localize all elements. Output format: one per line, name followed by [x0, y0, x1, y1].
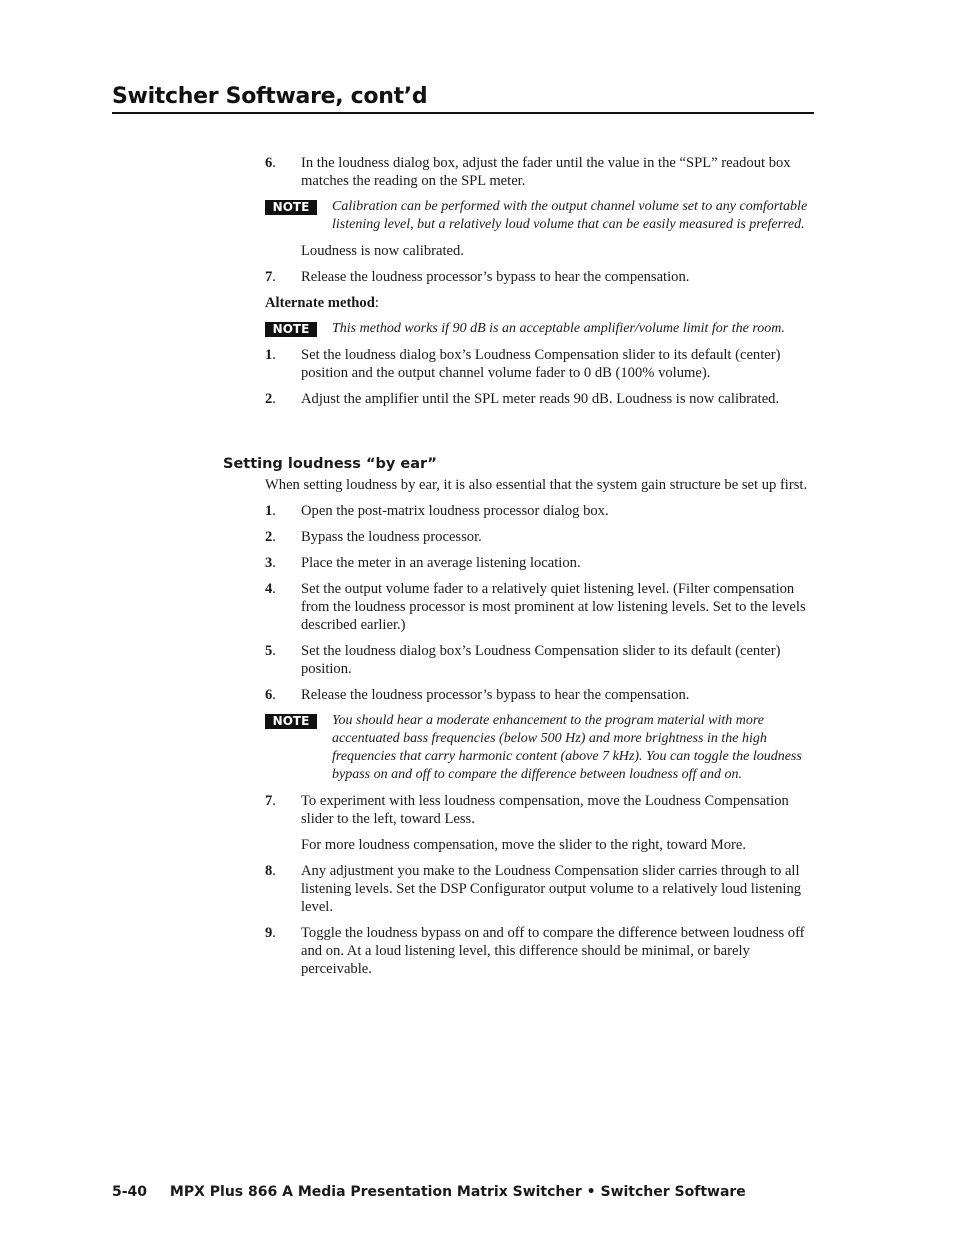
step-text: Open the post-matrix loudness processor dialog box.	[301, 503, 609, 519]
list-item: 2. Bypass the loudness processor.	[265, 528, 813, 546]
step-text: To experiment with less loudness compensation, move the Loudness Compensation slider to the left, toward Less.	[301, 793, 789, 827]
note-badge: NOTE	[265, 714, 317, 729]
step-number: 2	[265, 529, 273, 545]
step-text: Bypass the loudness processor.	[301, 529, 482, 545]
note-block	[265, 198, 813, 234]
list-item: 3. Place the meter in an average listening location.	[265, 554, 813, 572]
step-number: 5	[265, 643, 273, 659]
step-text: Release the loudness processor’s bypass to hear the compensation.	[301, 269, 690, 285]
note-text: Calibration can be performed with the output channel volume set to any comfortable listening level, but a relatively loud volume that can be easily measured is preferred.	[332, 199, 808, 232]
step-number: 6	[265, 687, 273, 703]
list-item: 7. Release the loudness processor’s bypass to hear the compensation.	[265, 268, 813, 286]
step-number: 1	[265, 347, 273, 363]
step-continuation: For more loudness compensation, move the slider to the right, toward More.	[301, 837, 747, 853]
alternate-method-label: Alternate method:	[265, 295, 379, 311]
step-text: In the loudness dialog box, adjust the fader until the value in the “SPL” readout box matches the reading on the SPL meter.	[301, 155, 791, 189]
step-text: Adjust the amplifier until the SPL meter reads 90 dB. Loudness is now calibrated.	[301, 391, 780, 407]
step-text: Any adjustment you make to the Loudness Compensation slider carries through to all listening levels. Set the DSP Configurator output volume to a relatively loud listening level.	[301, 863, 802, 915]
step-text: Set the loudness dialog box’s Loudness Compensation slider to its default (center) position.	[301, 643, 781, 677]
step-number: 7	[265, 793, 273, 809]
page-title: Switcher Software, cont’d	[112, 84, 428, 109]
list-item: 9. Toggle the loudness bypass on and off to compare the difference between loudness off and on. At a loud listening level, this difference should be minimal, or barely perceivable.	[265, 924, 813, 978]
note-block	[265, 712, 813, 784]
list-item: 2. Adjust the amplifier until the SPL meter reads 90 dB. Loudness is now calibrated.	[265, 390, 813, 408]
step-text: Place the meter in an average listening location.	[301, 555, 581, 571]
step-text: Release the loudness processor’s bypass to hear the compensation.	[301, 687, 690, 703]
note-block	[265, 320, 813, 338]
note-badge: NOTE	[265, 322, 317, 337]
footer-title: MPX Plus 866 A Media Presentation Matrix Switcher • Switcher Software	[169, 1184, 746, 1200]
step-number: 2	[265, 391, 273, 407]
list-item: 4. Set the output volume fader to a relatively quiet listening level. (Filter compensation from the loudness processor is most prominent at low listening levels. Set to the levels described earlier.)	[265, 580, 813, 634]
step-text: Toggle the loudness bypass on and off to compare the difference between loudness off and on. At a loud listening level, this difference should be minimal, or barely perceivable.	[301, 925, 805, 977]
calibrated-text: Loudness is now calibrated.	[301, 243, 464, 259]
note-badge: NOTE	[265, 200, 317, 215]
note-text: This method works if 90 dB is an acceptable amplifier/volume limit for the room.	[332, 321, 785, 336]
list-item: 1. Open the post-matrix loudness processor dialog box.	[265, 502, 813, 520]
step-text: Set the loudness dialog box’s Loudness Compensation slider to its default (center) position and the output channel volume fader to 0 dB (100% volume).	[301, 347, 781, 381]
step-text: Set the output volume fader to a relatively quiet listening level. (Filter compensation from the loudness processor is most prominent at low listening levels. Set to the levels described earlier.)	[301, 581, 806, 633]
step-number: 8	[265, 863, 273, 879]
step-number: 1	[265, 503, 273, 519]
step-number: 9	[265, 925, 273, 941]
page-number: 5-40	[112, 1184, 148, 1200]
page-footer	[112, 1184, 746, 1200]
by-ear-section	[265, 476, 813, 986]
list-item: 7. To experiment with less loudness compensation, move the Loudness Compensation slider to the left, toward Less.	[265, 792, 813, 828]
list-item: 1. Set the loudness dialog box’s Loudness Compensation slider to its default (center) position and the output channel volume fader to 0 dB (100% volume).	[265, 346, 813, 382]
list-item: 5. Set the loudness dialog box’s Loudness Compensation slider to its default (center) position.	[265, 642, 813, 678]
page-header	[112, 84, 814, 114]
list-item: 8. Any adjustment you make to the Loudness Compensation slider carries through to all listening levels. Set the DSP Configurator output volume to a relatively loud listening level.	[265, 862, 813, 916]
calibration-section	[265, 154, 813, 416]
section-heading: Setting loudness “by ear”	[223, 456, 437, 472]
list-item: 6. Release the loudness processor’s bypass to hear the compensation.	[265, 686, 813, 704]
list-item: 6. In the loudness dialog box, adjust the fader until the value in the “SPL” readout box matches the reading on the SPL meter.	[265, 154, 813, 190]
step-number: 3	[265, 555, 273, 571]
step-number: 7	[265, 269, 273, 285]
step-number: 4	[265, 581, 273, 597]
note-text: You should hear a moderate enhancement to the program material with more accentuated bass frequencies (below 500 Hz) and more brightness in the high frequencies that carry harmonic content (above 7 kHz). You can toggle the loudness bypass on and off to compare the difference between loudness off and on.	[332, 713, 802, 782]
intro-paragraph: When setting loudness by ear, it is also essential that the system gain structure be set up first.	[265, 477, 808, 493]
step-number: 6	[265, 155, 273, 171]
